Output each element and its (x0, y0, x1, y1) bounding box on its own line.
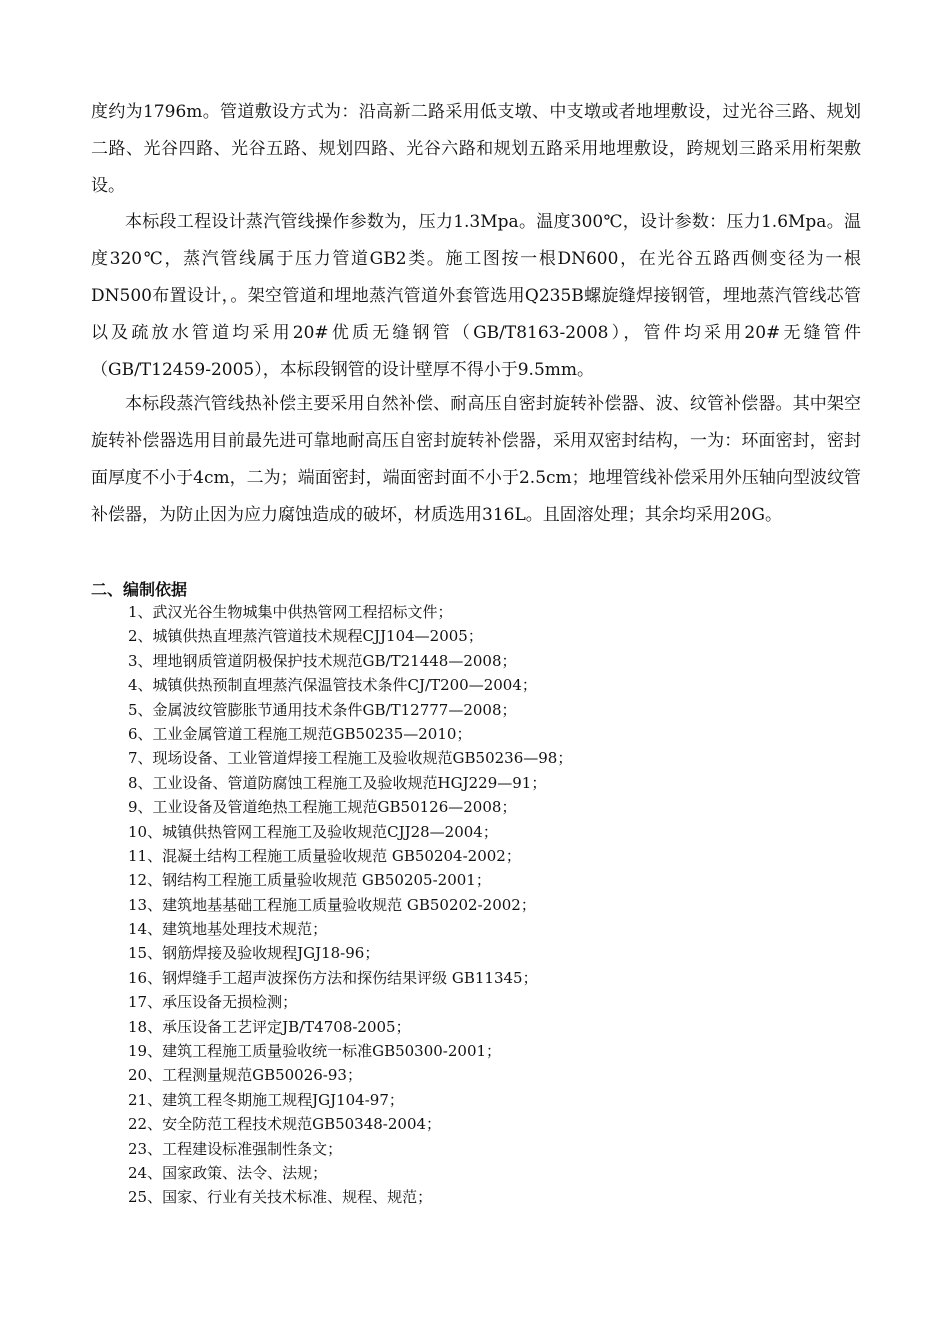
list-item: 22、安全防范工程技术规范GB50348-2004； (128, 1115, 442, 1134)
reference-list (128, 600, 848, 1210)
section-heading: 二、编制依据 (91, 580, 188, 599)
list-item: 20、工程测量规范GB50026-93； (128, 1066, 362, 1085)
list-item: 8、工业设备、管道防腐蚀工程施工及验收规范HGJ229—91； (128, 773, 547, 792)
list-item: 21、建筑工程冬期施工规程JGJ104-97； (128, 1090, 404, 1109)
list-item: 15、钢筋焊接及验收规程JGJ18-96； (128, 944, 380, 963)
list-item: 18、承压设备工艺评定JB/T4708-2005； (128, 1017, 411, 1036)
paragraph-design-parameters: 本标段工程设计蒸汽管线操作参数为，压力1.3Mpa。温度300℃，设计参数：压力1.6Mpa。温度320℃，蒸汽管线属于压力管道GB2类。施工图按一根DN600，在光谷五路西侧变径为一根DN500布置设计，。架空管道和埋地蒸汽管道外套管选用Q235B螺旋缝焊接钢管，埋地蒸汽管线芯管以及疏放水管道均采用20#优质无缝钢管（GB/T8163-2008），管件均采用20#无缝管件（GB/T12459-2005），本标段钢管的设计壁厚不得小于9.5mm。 (91, 212, 861, 380)
list-item: 19、建筑工程施工质量验收统一标准GB50300-2001； (128, 1042, 502, 1061)
list-item: 9、工业设备及管道绝热工程施工规范GB50126—2008； (128, 798, 517, 817)
list-item: 23、工程建设标准强制性条文； (128, 1139, 343, 1158)
list-item: 3、埋地钢质管道阴极保护技术规范GB/T21448—2008； (128, 651, 517, 670)
list-item: 24、国家政策、法令、法规； (128, 1163, 328, 1182)
list-item: 10、城镇供热管网工程施工及验收规范CJJ28—2004； (128, 822, 498, 841)
list-item: 5、金属波纹管膨胀节通用技术条件GB/T12777—2008； (128, 700, 517, 719)
list-item: 4、城镇供热预制直埋蒸汽保温管技术条件CJ/T200—2004； (128, 676, 537, 695)
list-item: 2、城镇供热直埋蒸汽管道技术规程CJJ104—2005； (128, 627, 483, 646)
list-item: 11、混凝土结构工程施工质量验收规范 GB50204-2002； (128, 846, 521, 865)
list-item: 1、武汉光谷生物城集中供热管网工程招标文件； (128, 603, 453, 621)
paragraph-pipeline-route: 度约为1796m。管道敷设方式为：沿高新二路采用低支墩、中支墩或者地埋敷设，过光谷三路、规划二路、光谷四路、光谷五路、规划四路、光谷六路和规划五路采用地埋敷设，跨规划三路采用桁架敷设。 (91, 102, 861, 196)
list-item: 17、承压设备无损检测； (128, 993, 298, 1012)
list-item: 7、现场设备、工业管道焊接工程施工及验收规范GB50236—98； (128, 749, 573, 768)
list-item: 25、国家、行业有关技术标准、规程、规范； (128, 1188, 433, 1207)
list-item: 14、建筑地基处理技术规范； (128, 920, 328, 939)
list-item: 12、钢结构工程施工质量验收规范 GB50205-2001； (128, 871, 491, 890)
list-item: 6、工业金属管道工程施工规范GB50235—2010； (128, 724, 472, 743)
list-item: 13、建筑地基基础工程施工质量验收规范 GB50202-2002； (128, 895, 536, 914)
paragraph-thermal-compensation: 本标段蒸汽管线热补偿主要采用自然补偿、耐高压自密封旋转补偿器、波、纹管补偿器。其中架空旋转补偿器选用目前最先进可靠地耐高压自密封旋转补偿器，采用双密封结构，一为：环面密封，密封面厚度不小于4cm，二为；端面密封，端面密封面不小于2.5cm；地埋管线补偿采用外压轴向型波纹管补偿器，为防止因为应力腐蚀造成的破坏，材质选用316L。且固溶处理；其余均采用20G。 (91, 394, 861, 525)
list-item: 16、钢焊缝手工超声波探伤方法和探伤结果评级 GB11345； (128, 968, 538, 987)
